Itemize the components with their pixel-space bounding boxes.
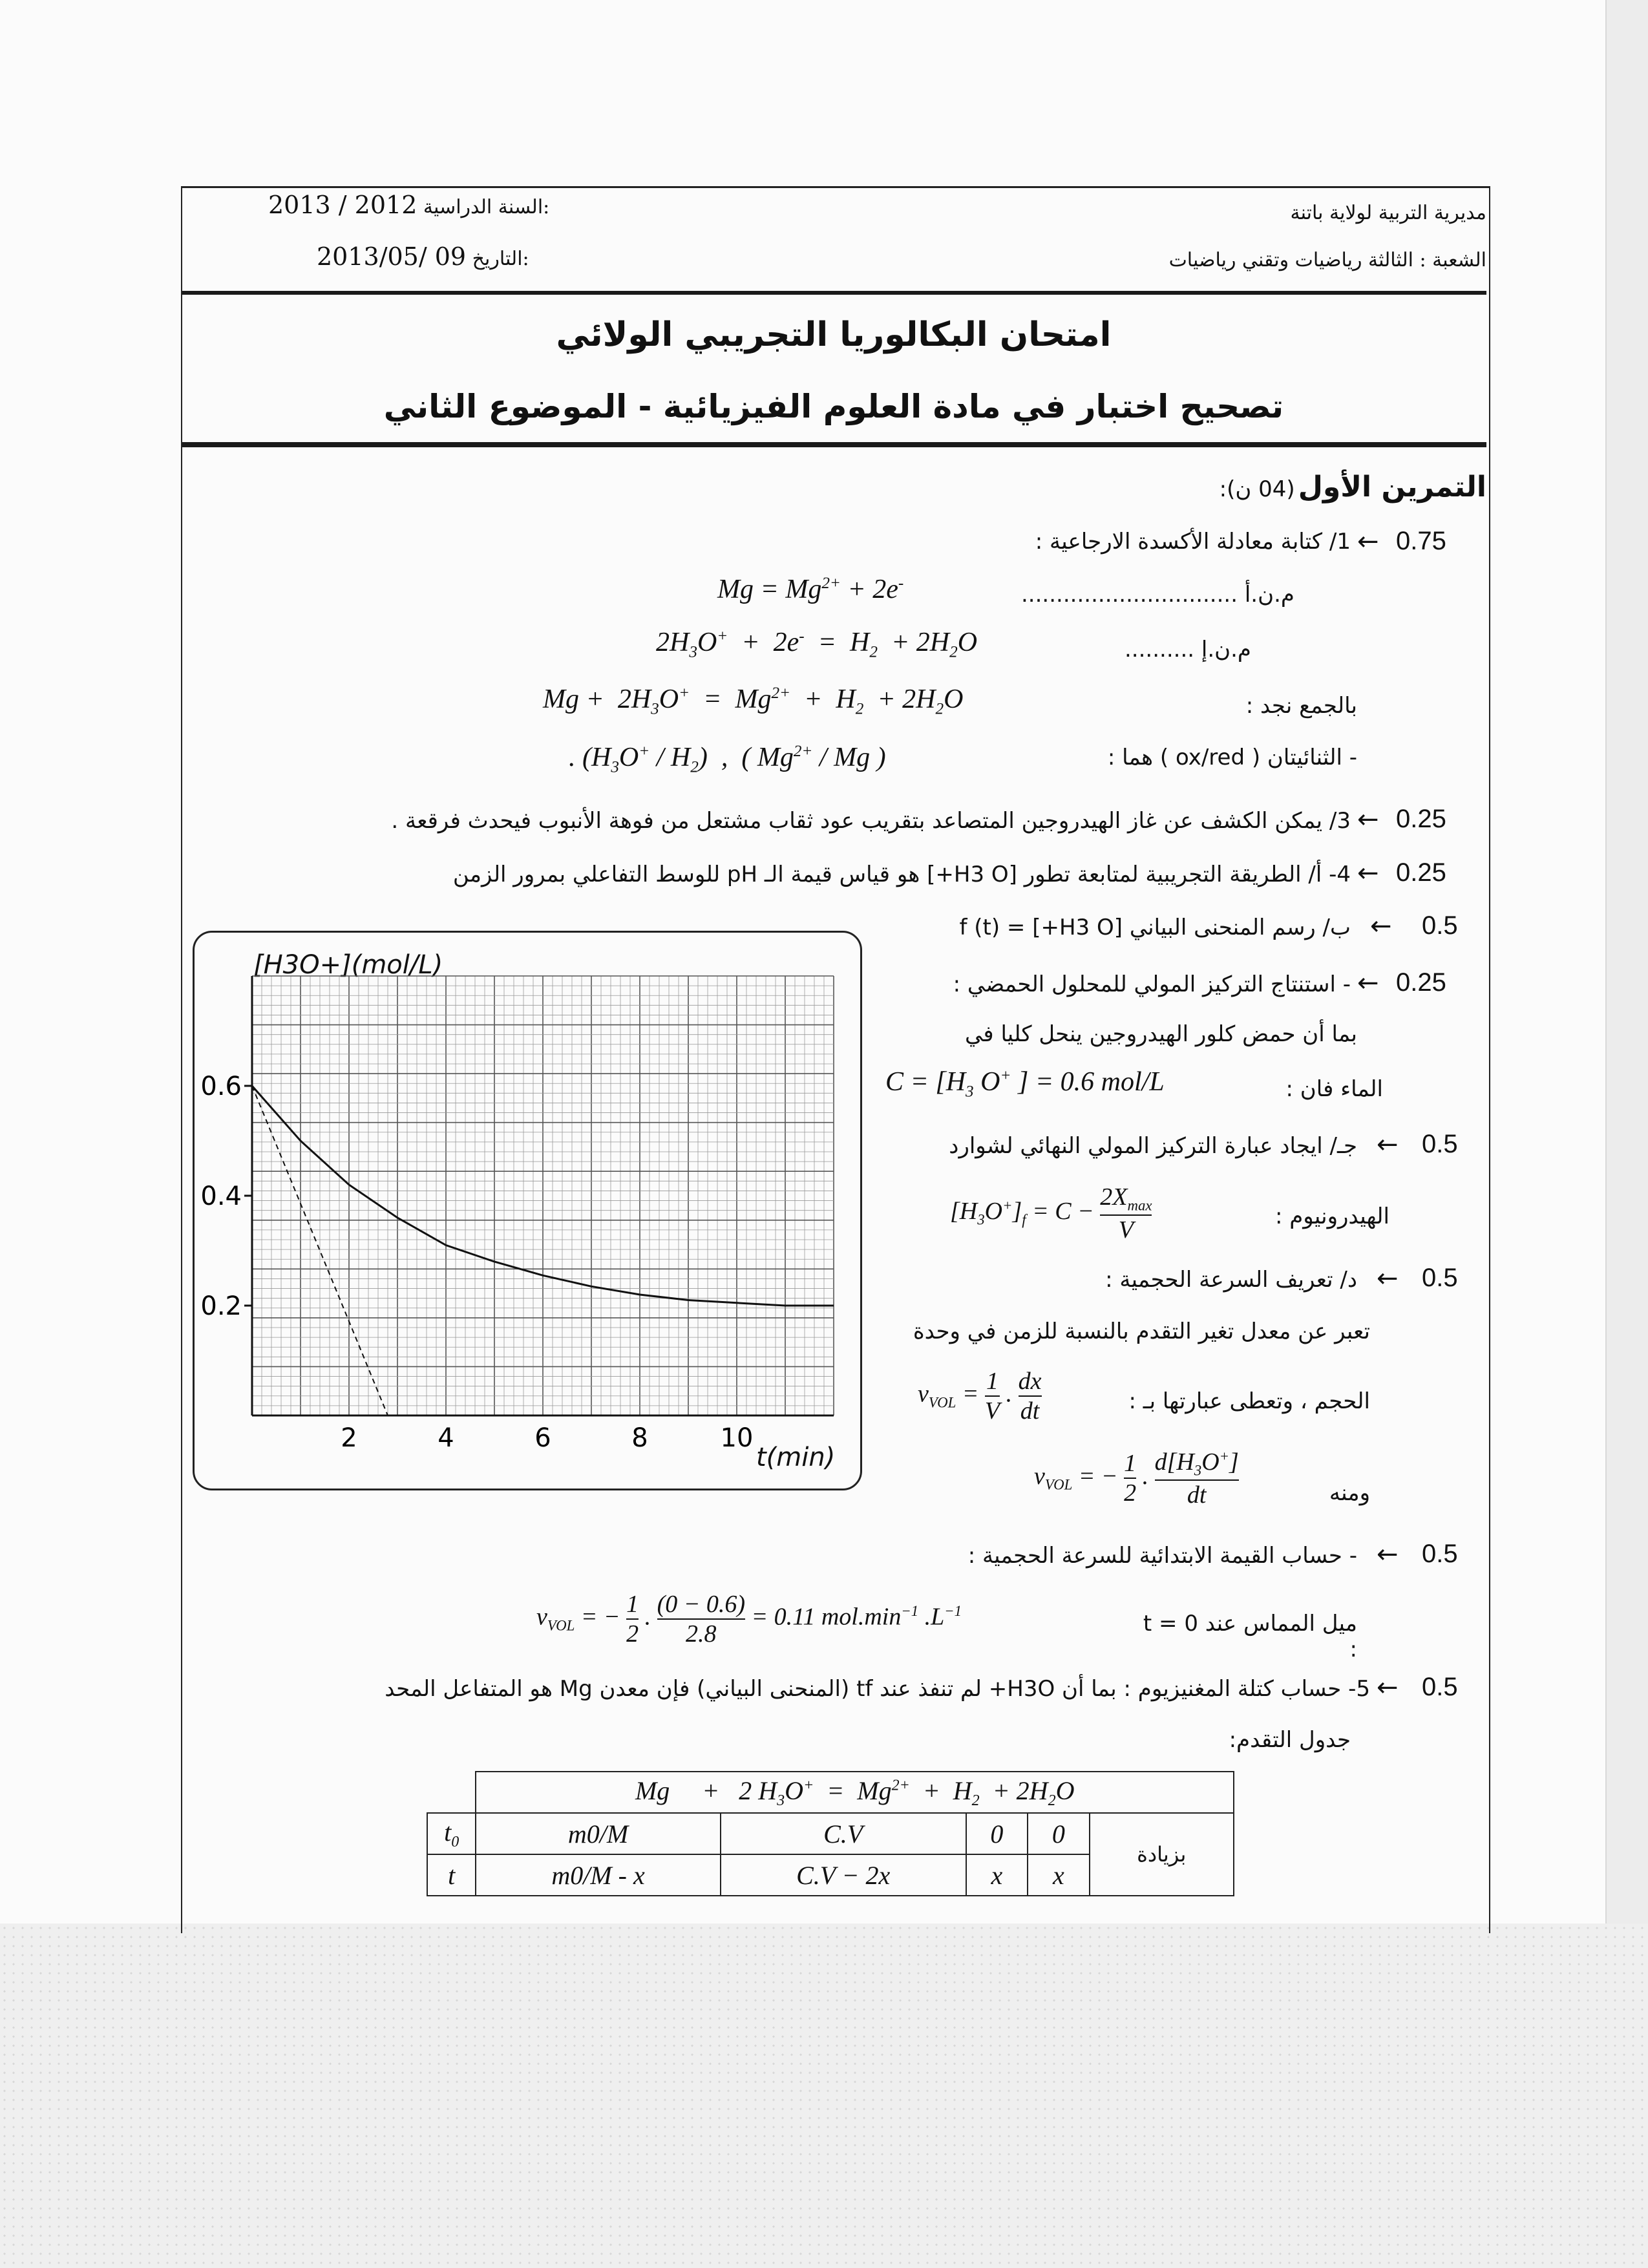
header-rule [182,291,1486,295]
item-d-text: د/ تعريف السرعة الحجمية : [1105,1267,1357,1293]
date [317,242,607,271]
vel-eq: $v_{VOL}$ = $\frac{1}{V}$ . $\frac{dx}{dt}$ [918,1368,1042,1425]
dots-red: .......... [1125,637,1195,662]
y-tick-label: 0.2 [200,1291,242,1321]
points-1: 0.75 [1396,527,1446,555]
x-tick-label: 2 [341,1423,357,1453]
slope-label: ميل المماس عند t = 0 : [1143,1611,1357,1662]
strong-acid-line1: بما أن حمض كلور الهيدروجين ينحل كليا في [965,1021,1357,1047]
half-eq-red-label [1125,637,1251,662]
sub-title: تصحيح اختبار في مادة العلوم الفيزيائية - الموضوع الثاني [383,388,1284,425]
arrow-3: ← [1357,805,1379,834]
points-4b: 0.5 [1422,911,1458,940]
cell: 0 [966,1813,1028,1854]
exercise-heading [969,471,1486,503]
item-4a-text: 4- أ/ الطريقة التجريبية لمتابعة تطور [H3 O+] هو قياس قيمة الـ pH للوسط التفاعلي بمرور الزمن [452,862,1351,887]
couples-value: . $(H_3O^+ / H_2)$ , ( $Mg^{2+}$ / Mg ) [569,743,886,776]
item-c-text: جـ/ ايجاد عبارة التركيز المولي النهائي لشوارد [949,1133,1357,1159]
points-5: 0.5 [1422,1673,1458,1701]
date-value: 2013/05/ 09 [317,242,467,271]
half-eq-ox-label [1021,582,1294,608]
conc-eq: $C = [H_3$ O+ ] = 0.6 mol/L [885,1067,1165,1101]
vel-def-line2: الحجم ، وتعطى عبارتها بـ : [1128,1388,1370,1414]
arrow-4b: ← [1370,911,1392,941]
x-tick-label: 10 [720,1423,754,1453]
arrow-v0: ← [1377,1540,1399,1569]
eq-reduction: $2H_3O^+ + 2e^- = H_2 + 2H_2O$ [656,628,978,661]
cell: x [966,1854,1028,1896]
item-v0-text: - حساب القيمة الابتدائية للسرعة الحجمية : [967,1543,1357,1569]
item-4c-text: - استنتاج التركيز المولي للمحلول الحمضي : [953,971,1351,997]
label-ox: م.ن.أ [1244,582,1294,608]
final-conc-eq: $[H_3O^+]_f = C$ − $2X_{max}$ V [950,1183,1152,1244]
couples-label: - الثنائيتان ( ox/red ) هما : [1107,745,1357,770]
cell-t0: $t_0$ [427,1813,476,1854]
cell: C.V [721,1813,966,1854]
directorate: مديرية التربية لولاية باتنة [1290,202,1486,224]
cell: m0/M - x [476,1854,720,1896]
main-title: امتحان البكالوريا التجريبي الولائي [556,315,1112,354]
advancement-table [427,1771,1234,1896]
points-c: 0.5 [1422,1130,1458,1158]
dots-ox: ............................... [1021,582,1238,608]
points-3: 0.25 [1396,805,1446,833]
slope-eq: $v_{VOL}$ = − $\frac{1}{2}$ . $\frac{(0 - 0.6)}{2.8}$ = 0.11 $mol.\min^{-1}$ $.L^{-1}$ [536,1591,962,1648]
y-tick-label: 0.4 [200,1182,242,1211]
arrow-4c: ← [1357,968,1379,998]
item-1-text: 1/ كتابة معادلة الأكسدة الارجاعية : [1035,529,1351,555]
table-equation: Mg + 2 $H_3O^+ = Mg^{2+} + H_2 + 2H_2O$ [476,1772,1234,1813]
hydronium-label: الهيدرونيوم : [1274,1203,1389,1229]
cell: 0 [1028,1813,1089,1854]
sum-label: بالجمع نجد : [1245,693,1357,719]
cell: C.V − 2x [721,1854,966,1896]
label-red: م.ن.إ [1201,637,1251,662]
arrow-5: ← [1377,1673,1399,1702]
item-5-text: 5- حساب كتلة المغنيزيوم : بما أن H3O+ لم تنفذ عند tf (المنحنى البياني) فإن معدن Mg هو المتفاعل المحد [385,1676,1370,1702]
concentration-chart [194,970,860,1461]
table-row [427,1813,1234,1854]
points-4c: 0.25 [1396,968,1446,997]
school-year-label: السنة الدراسية: [423,196,550,218]
excess-cell: بزيادة [1090,1813,1234,1896]
school-year [268,191,604,219]
x-tick-label: 8 [631,1423,648,1453]
and-from: ومنه [1329,1480,1370,1506]
points-v0: 0.5 [1422,1540,1458,1568]
cell: x [1028,1854,1089,1896]
exercise-points: (04 ن): [1219,476,1295,502]
cell: m0/M [476,1813,720,1854]
arrow-4a: ← [1357,858,1379,888]
points-d: 0.5 [1422,1264,1458,1292]
scan-margin [0,1924,1648,2268]
vel-def-line1: تعبر عن معدل تغير التقدم بالنسبة للزمن في وحدة [913,1319,1370,1344]
chart-ylabel: [H3O+](mol/L) [253,950,443,980]
school-year-value: 2013 / 2012 [268,191,417,219]
eq-total: $Mg + 2H_3O^+ = Mg^{2+} + H_2 + 2H_2O$ [543,684,964,718]
title-rule [182,442,1486,447]
item-3-text: 3/ يمكن الكشف عن غاز الهيدروجين المتصاعد بتقريب عود ثقاب مشتعل من فوهة الأنبوب فيحدث فرقعة . [391,808,1351,834]
x-tick-label: 4 [438,1423,454,1453]
exercise-title: التمرين الأول [1298,471,1486,503]
arrow-c: ← [1377,1130,1399,1160]
chart-xlabel: t(min) [756,1443,836,1472]
table-header-row [427,1772,1234,1813]
date-label: التاريخ: [472,248,529,270]
vel-eq2: $v_{VOL}$ = − $\frac{1}{2}$ . $\frac{d[H_3O^+]}{dt}$ [1034,1448,1239,1509]
arrow-1: ← [1357,527,1379,556]
table-label: جدول التقدم: [1229,1727,1351,1753]
strong-acid-line2: الماء فان : [1285,1076,1383,1102]
arrow-d: ← [1377,1264,1399,1293]
eq-oxidation: $Mg = Mg^{2+} + 2e^-$ [717,575,904,604]
points-4a: 0.25 [1396,858,1446,887]
item-4b-text: ب/ رسم المنحنى البياني [H3 O+] = f (t) [959,915,1351,940]
y-tick-label: 0.6 [200,1072,242,1101]
branch: الشعبة : الثالثة رياضيات وتقني رياضيات [1168,249,1486,271]
x-tick-label: 6 [534,1423,551,1453]
cell: t [427,1854,476,1896]
